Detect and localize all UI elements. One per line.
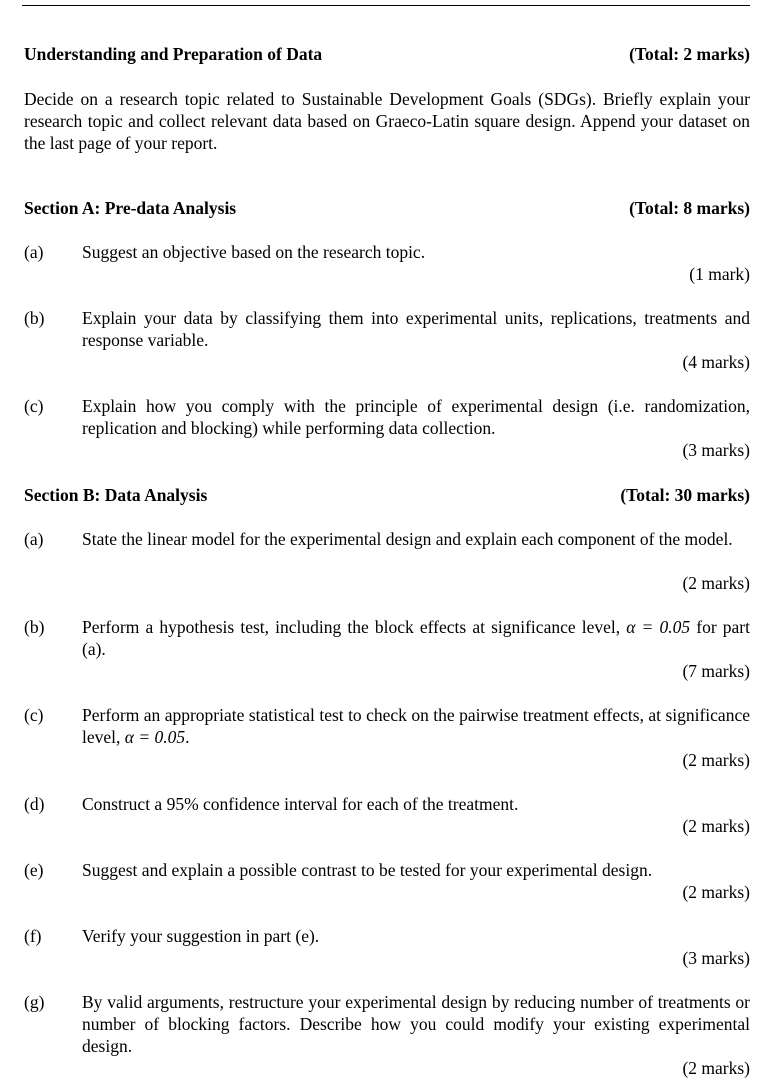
data-prep-title: Understanding and Preparation of Data [24,44,323,64]
question-label: (e) [24,860,44,880]
data-prep-total: (Total: 2 marks) [629,44,750,64]
section-b-marks-d: (2 marks) [682,816,750,836]
question-text: Verify your suggestion in part (e). [82,926,320,946]
question-text: State the linear model for the experimental design and explain each component of the model. [82,529,733,549]
section-a-marks-b: (4 marks) [682,352,750,372]
question-label: (b) [24,308,45,328]
section-b-question-f [24,925,750,947]
section-b-question-g [24,991,750,1057]
section-a-question-a [24,241,750,263]
question-text [82,616,750,660]
section-b-question-c [24,704,750,748]
question-label: (a) [24,242,44,262]
section-b-question-d [24,793,750,815]
section-a-title: Section A: Pre-data Analysis [24,198,237,218]
question-text: Suggest an objective based on the research topic. [82,242,426,262]
question-text [82,704,750,748]
section-b-title: Section B: Data Analysis [24,485,208,505]
question-text: Suggest and explain a possible contrast to be tested for your experimental design. [82,860,653,880]
section-b-header [24,484,750,506]
section-b-marks-g: (2 marks) [682,1058,750,1078]
top-rule [22,5,750,6]
question-text: Explain how you comply with the principle of experimental design (i.e. randomization, replication and blocking) while performing data collection. [82,396,750,438]
question-label: (d) [24,794,45,814]
section-a-marks-c: (3 marks) [682,440,750,460]
data-prep-header [24,43,750,65]
section-b-marks-c: (2 marks) [682,750,750,770]
question-label: (f) [24,926,42,946]
section-b-marks-f: (3 marks) [682,948,750,968]
section-a-question-b [24,307,750,351]
alpha-expression: α = 0.05 [626,617,691,637]
section-b-marks-e: (2 marks) [682,882,750,902]
question-text: By valid arguments, restructure your experimental design by reducing number of treatments or number of blocking factors. Describe how you could modify your existing experimental design. [82,992,750,1056]
section-a-question-c [24,395,750,439]
section-a-header [24,197,750,219]
question-text: Construct a 95% confidence interval for each of the treatment. [82,794,519,814]
intro-paragraph: Decide on a research topic related to Sustainable Development Goals (SDGs). Briefly explain your research topic and collect relevant data based on Graeco-Latin square design. Append your dataset on the last page of your report. [24,89,750,153]
section-b-question-a [24,528,750,550]
question-text-before: Perform a hypothesis test, including the block effects at significance level, [82,617,627,637]
section-b-marks-a: (2 marks) [682,573,750,593]
question-text-after: for part (a). [82,617,750,659]
section-b-total: (Total: 30 marks) [620,485,750,505]
question-label: (c) [24,396,44,416]
question-label: (b) [24,617,45,637]
question-label: (g) [24,992,45,1012]
section-a-marks-a: (1 mark) [689,264,750,284]
question-text-before: Perform an appropriate statistical test to check on the pairwise treatment effects, at significance level, [82,705,750,747]
section-b-marks-b: (7 marks) [682,661,750,681]
question-text-after: . [185,727,190,747]
alpha-expression: α = 0.05 [124,727,186,747]
question-label: (c) [24,705,44,725]
question-label: (a) [24,529,44,549]
section-b-question-b [24,616,750,660]
question-text: Explain your data by classifying them into experimental units, replications, treatments and response variable. [82,308,750,350]
section-b-question-e [24,859,750,881]
section-a-total: (Total: 8 marks) [629,198,750,218]
